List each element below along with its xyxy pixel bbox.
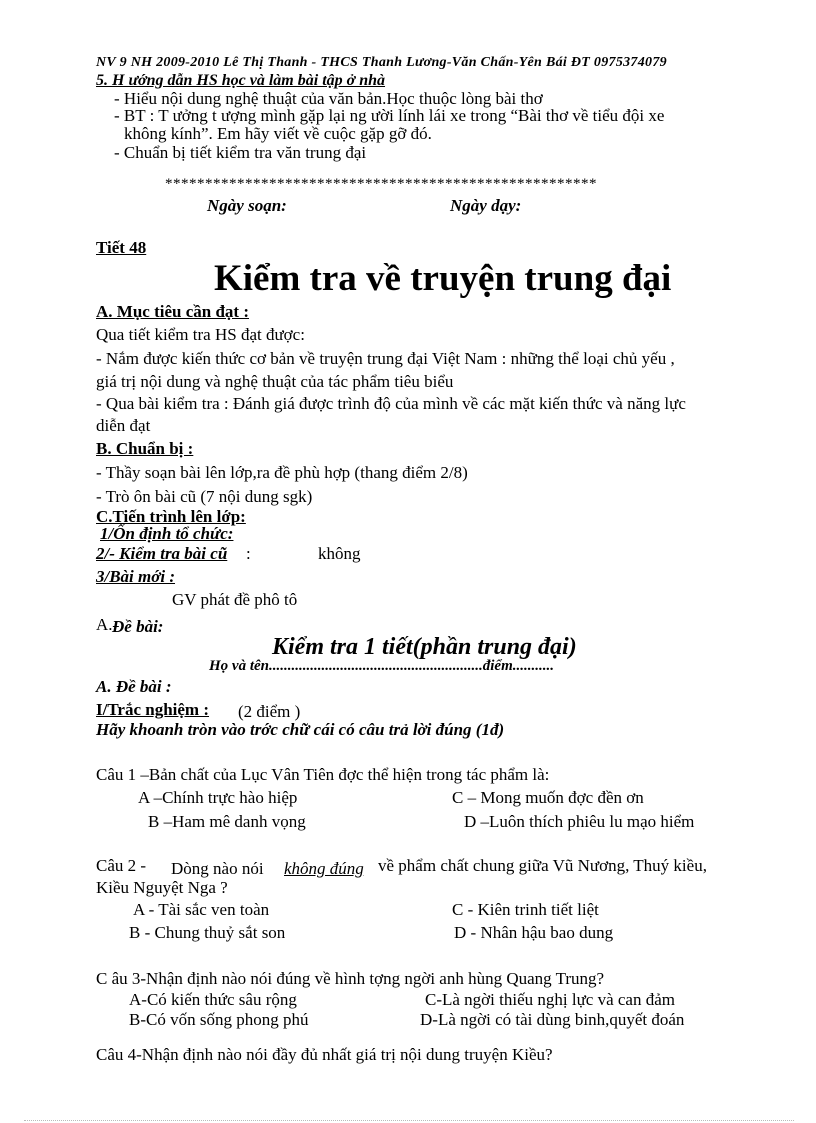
question-2-text-line2: Kiều Nguyệt Nga ? xyxy=(96,878,228,897)
question-2-option-b: B - Chung thuỷ sắt son xyxy=(129,923,286,942)
page-header: NV 9 NH 2009-2010 Lê Thị Thanh - THCS Thanh Lương-Văn Chấn-Yên Bái ĐT 0975374079 xyxy=(96,55,667,70)
question-1-option-a: A –Chính trực hào hiệp xyxy=(138,788,298,807)
exam-part-1-points: (2 điểm ) xyxy=(238,702,301,721)
question-2-option-c: C - Kiên trinh tiết liệt xyxy=(452,900,599,919)
exam-heading: A. Đề bài : xyxy=(96,677,172,696)
homework-item-1: - Hiểu nội dung nghệ thuật của văn bản.Học thuộc lòng bài thơ xyxy=(114,89,543,108)
page-bottom-divider xyxy=(24,1120,794,1121)
homework-item-2-cont: không kính”. Em hãy viết về cuộc gặp gỡ đó. xyxy=(124,124,432,143)
section-a-p1-line1: - Nắm được kiến thức cơ bản về truyện trung đại Việt Nam : những thể loại chủ yếu , xyxy=(96,349,675,368)
question-2-number: Câu 2 - xyxy=(96,856,147,875)
section-c-step-2: 2/- Kiểm tra bài cũ xyxy=(96,544,228,563)
section-b-heading: B. Chuẩn bị : xyxy=(96,439,194,458)
question-2-text-end: về phẩm chất chung giữa Vũ Nương, Thuý kiều, xyxy=(378,856,707,875)
question-3-option-c: C-Là ngời thiếu nghị lực và can đảm xyxy=(425,990,675,1009)
section-a-intro: Qua tiết kiểm tra HS đạt được: xyxy=(96,325,305,344)
exam-title: Kiểm tra 1 tiết(phần trung đại) xyxy=(272,634,577,660)
question-3-option-b: B-Có vốn sống phong phú xyxy=(129,1010,309,1029)
section-c-step-2-value: không xyxy=(318,544,361,563)
section-b-item-1: - Thầy soạn bài lên lớp,ra đề phù hợp (thang điểm 2/8) xyxy=(96,463,468,482)
question-2-text-start: Dòng nào nói xyxy=(171,859,264,878)
section-a-p1-line2: giá trị nội dung và nghệ thuật của tác phẩm tiêu biểu xyxy=(96,372,454,391)
homework-heading: 5. H ướng dẫn HS học và làm bài tập ở nhà xyxy=(96,72,386,89)
question-4-text: Câu 4-Nhận định nào nói đầy đủ nhất giá trị nội dung truyện Kiều? xyxy=(96,1045,553,1064)
section-c-step-1: 1/Ổn định tổ chức: xyxy=(100,524,234,543)
exam-label-a: A. xyxy=(96,615,113,634)
question-1-option-d: D –Luôn thích phiêu lu mạo hiểm xyxy=(464,812,695,831)
separator-stars: ****************************************************** xyxy=(165,176,597,192)
section-c-step-2-colon: : xyxy=(246,544,251,563)
question-2-option-a: A - Tài sắc ven toàn xyxy=(133,900,270,919)
exam-part-1: I/Trắc nghiệm : xyxy=(96,700,210,719)
question-1-option-b: B –Ham mê danh vọng xyxy=(148,812,306,831)
date-prepared: Ngày soạn: xyxy=(207,196,287,215)
homework-item-3: - Chuẩn bị tiết kiểm tra văn trung đại xyxy=(114,143,367,162)
question-3-text: C âu 3-Nhận định nào nói đúng về hình tợng ngời anh hùng Quang Trung? xyxy=(96,969,605,988)
exam-instruction: Hãy khoanh tròn vào trớc chữ cái có câu trả lời đúng (1đ) xyxy=(96,720,505,739)
section-a-heading: A. Mục tiêu cần đạt : xyxy=(96,302,249,321)
question-3-option-a: A-Có kiến thức sâu rộng xyxy=(129,990,297,1009)
exam-label-de: Đề bài: xyxy=(112,617,164,636)
section-a-p2-line1: - Qua bài kiểm tra : Đánh giá được trình độ của mình về các mặt kiến thức và năng lực xyxy=(96,394,686,413)
homework-item-2: - BT : T ưởng t ượng mình gặp lại ng ười lính lái xe trong “Bài thơ về tiểu đội xe xyxy=(114,106,665,125)
section-b-item-2: - Trò ôn bài cũ (7 nội dung sgk) xyxy=(96,487,313,506)
section-c-step-3: 3/Bài mới : xyxy=(96,567,176,586)
section-a-p2-line2: diễn đạt xyxy=(96,416,151,435)
exam-name-line: Họ và tên.........................................................điểm........... xyxy=(209,658,554,674)
question-1-option-c: C – Mong muốn đợc đền ơn xyxy=(452,788,644,807)
lesson-number: Tiết 48 xyxy=(96,238,147,257)
question-2-emphasis: không đúng xyxy=(284,859,364,878)
section-c-heading: C.Tiến trình lên lớp: xyxy=(96,507,246,526)
date-taught: Ngày dạy: xyxy=(450,196,522,215)
question-2-option-d: D - Nhân hậu bao dung xyxy=(454,923,614,942)
question-3-option-d: D-Là ngời có tài dùng binh,quyết đoán xyxy=(420,1010,685,1029)
page-title: Kiểm tra về truyện trung đại xyxy=(214,258,672,299)
question-1-text: Câu 1 –Bản chất của Lục Vân Tiên đợc thể hiện trong tác phẩm là: xyxy=(96,765,550,784)
section-c-step-3-text: GV phát đề phô tô xyxy=(172,590,298,609)
